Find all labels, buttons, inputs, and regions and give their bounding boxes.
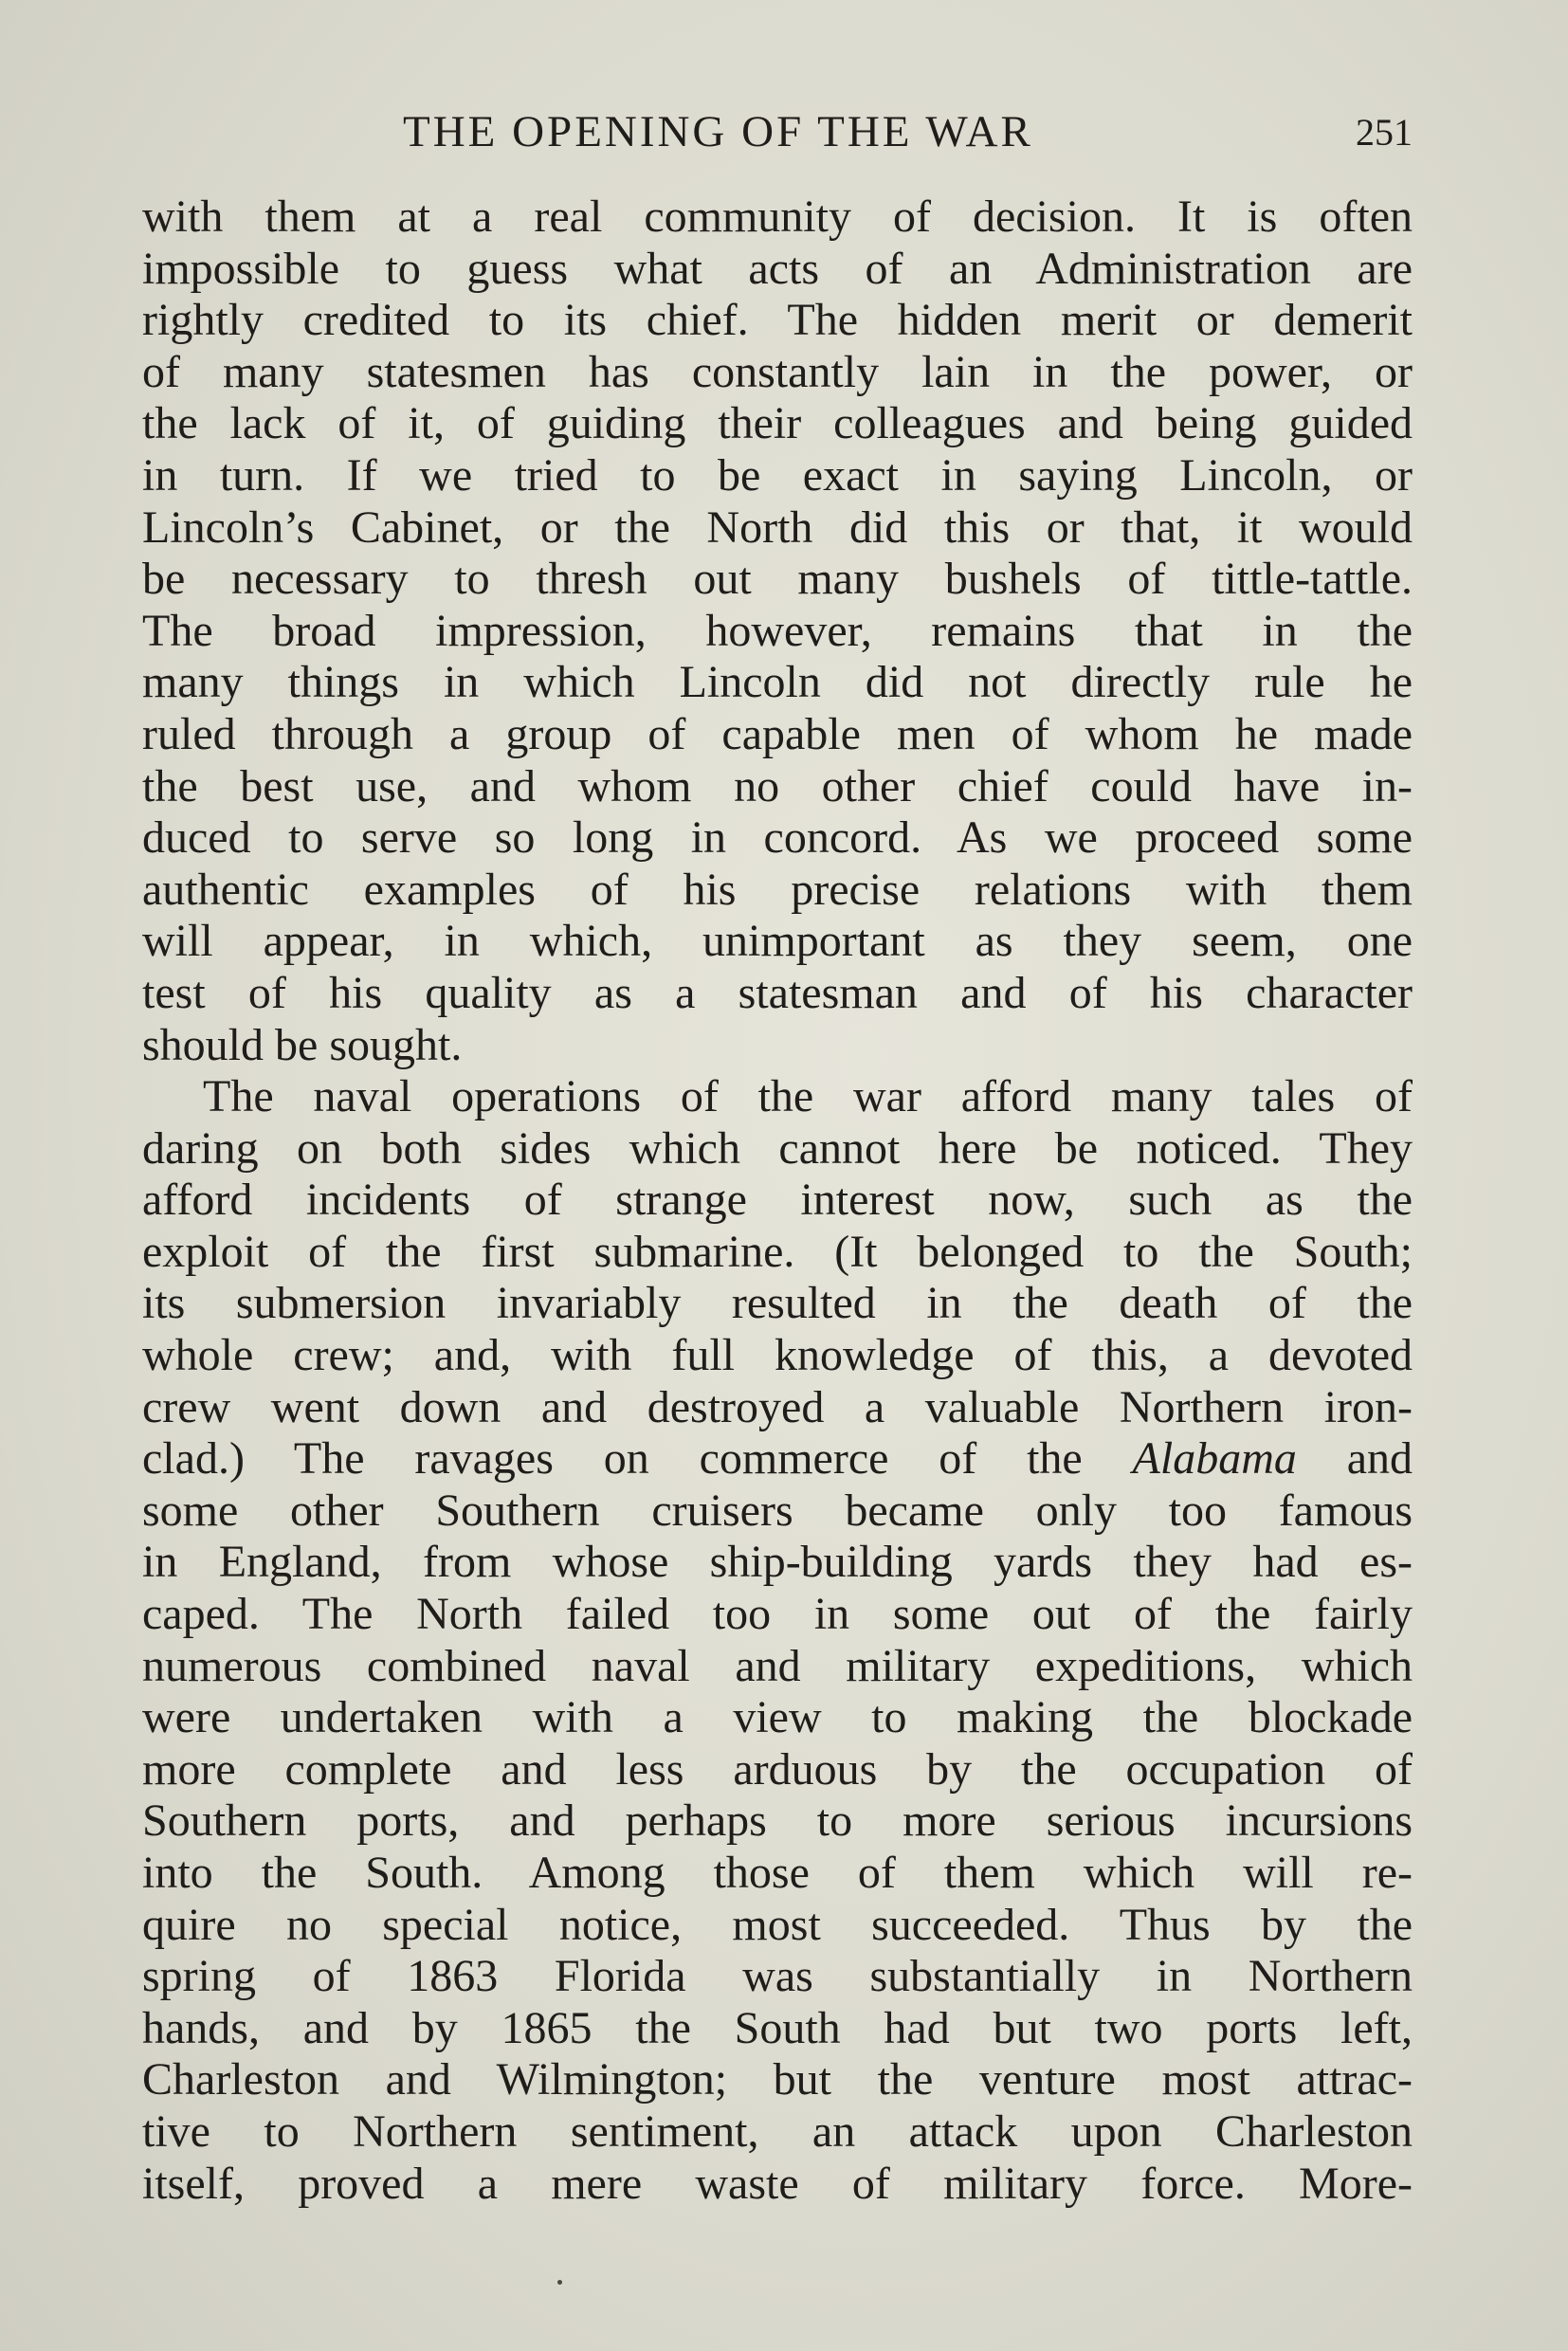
text-line: duced to serve so long in concord. As we proceed some <box>142 812 1413 864</box>
text-line: were undertaken with a view to making the blockade <box>142 1692 1413 1743</box>
text-line: in England, from whose ship-building yards they had es- <box>142 1537 1413 1588</box>
body-text <box>142 191 1413 2210</box>
text-line: the lack of it, of guiding their colleagues and being guided <box>142 398 1413 449</box>
text-line: itself, proved a mere waste of military force. More- <box>142 2158 1413 2209</box>
text-line: in turn. If we tried to be exact in saying Lincoln, or <box>142 449 1413 501</box>
text-line: The naval operations of the war afford many tales of <box>203 1071 1413 1122</box>
text-line: test of his quality as a statesman and of his character <box>142 967 1413 1018</box>
paragraph-2 <box>142 1071 1413 2210</box>
ship-name: Alabama <box>1132 1433 1297 1485</box>
text-line: numerous combined naval and military expeditions, which <box>142 1640 1413 1691</box>
text-line: into the South. Among those of them which will re- <box>142 1848 1413 1898</box>
page-header <box>142 106 1413 163</box>
text-line: ruled through a group of capable men of whom he made <box>142 708 1413 759</box>
text-line: of many statesmen has constantly lain in the power, or <box>142 346 1413 397</box>
text-line: be necessary to thresh out many bushels of tittle-tattle. <box>142 554 1413 605</box>
text-line: rightly credited to its chief. The hidden merit or demerit <box>142 295 1413 346</box>
text-line: exploit of the first submarine. (It belonged to the South; <box>142 1226 1413 1277</box>
running-head: THE OPENING OF THE WAR <box>403 107 1033 156</box>
text-segment: clad.) The ravages on commerce of the <box>142 1433 1133 1485</box>
text-line: some other Southern cruisers became only too famous <box>142 1485 1413 1536</box>
text-line: more complete and less arduous by the occupation of <box>142 1743 1413 1795</box>
text-line: authentic examples of his precise relations with them <box>142 864 1413 915</box>
text-line: impossible to guess what acts of an Administration are <box>142 243 1413 294</box>
text-line: caped. The North failed too in some out of the fairly <box>142 1589 1413 1640</box>
text-line: The broad impression, however, remains that in the <box>142 605 1413 656</box>
text-line: spring of 1863 Florida was substantially in Northern <box>142 1951 1413 2002</box>
text-line: should be sought. <box>142 1019 463 1070</box>
text-line: hands, and by 1865 the South had but two ports left, <box>142 2002 1413 2053</box>
text-line: the best use, and whom no other chief could have in- <box>142 760 1413 811</box>
text-line: with them at a real community of decision. It is often <box>142 191 1413 242</box>
text-line: whole crew; and, with full knowledge of this, a devoted <box>142 1330 1413 1381</box>
text-segment: and <box>1296 1433 1413 1485</box>
text-line: quire no special notice, most succeeded. Thus by the <box>142 1899 1413 1950</box>
text-line: Southern ports, and perhaps to more serious incursions <box>142 1795 1413 1847</box>
text-line: its submersion invariably resulted in the death of the <box>142 1278 1413 1329</box>
text-line: afford incidents of strange interest now, such as the <box>142 1175 1413 1226</box>
paper-speck <box>557 2280 562 2285</box>
text-line: will appear, in which, unimportant as they seem, one <box>142 916 1413 967</box>
text-line: Lincoln’s Cabinet, or the North did this or that, it would <box>142 501 1413 553</box>
text-line: tive to Northern sentiment, an attack upon Charleston <box>142 2105 1413 2157</box>
text-line: Charleston and Wilmington; but the venture most attrac- <box>142 2054 1413 2105</box>
page-number: 251 <box>1356 111 1413 154</box>
text-line: many things in which Lincoln did not directly rule he <box>142 657 1413 708</box>
text-line: crew went down and destroyed a valuable Northern iron- <box>142 1381 1413 1432</box>
text-line-with-ship-name <box>142 1433 1413 1485</box>
paragraph-1 <box>142 191 1413 1071</box>
text-line: daring on both sides which cannot here be noticed. They <box>142 1122 1413 1174</box>
